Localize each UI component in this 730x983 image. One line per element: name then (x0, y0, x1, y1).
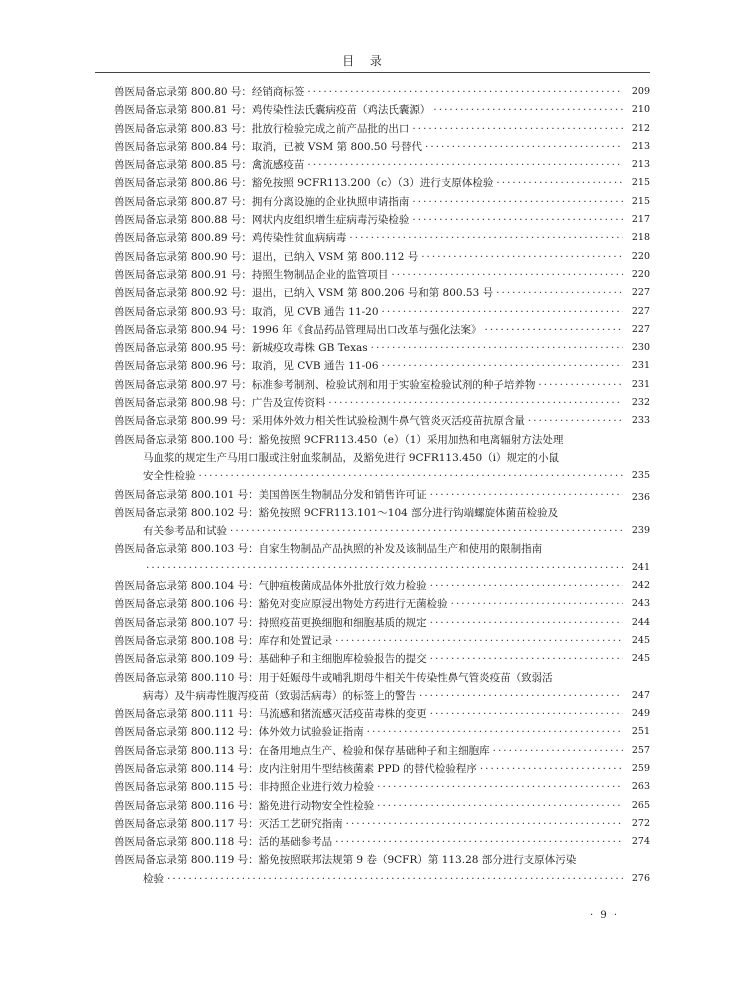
toc-entry-page: 220 (631, 268, 650, 280)
toc-entry-title: 兽医局备忘录第 800.98 号：广告及宣传资料 (114, 397, 326, 410)
toc-entry-title: 兽医局备忘录第 800.118 号：活的基础参考品 (114, 836, 333, 849)
toc-entry-line (114, 229, 650, 247)
dot-leader (421, 248, 623, 266)
toc-entry-title: 兽医局备忘录第 800.92 号：退出，已纳入 VSM 第 800.206 号和第 800.53 号 (114, 287, 494, 300)
toc-entry-page: 232 (631, 397, 650, 409)
toc-entry-page: 220 (631, 250, 650, 262)
toc-entry[interactable] (114, 760, 650, 778)
toc-entry[interactable] (114, 101, 650, 119)
toc-entry-title: 兽医局备忘录第 800.93 号：取消，见 CVB 通告 11-20 (114, 305, 379, 318)
toc-entry-line (114, 742, 650, 760)
toc-entry-page: 257 (631, 744, 650, 756)
dot-leader (484, 321, 623, 339)
toc-entry-page: 247 (631, 689, 650, 701)
toc-entry[interactable] (114, 229, 650, 247)
toc-entry-page: 245 (631, 634, 650, 646)
toc-entry-line (114, 101, 650, 119)
toc-entry-page: 245 (631, 653, 650, 665)
toc-entry-page: 265 (631, 799, 650, 811)
toc-entry[interactable] (114, 431, 650, 486)
toc-entry[interactable] (114, 723, 650, 741)
toc-entry-line (114, 851, 650, 869)
toc-entry-line (114, 540, 650, 558)
dot-leader (367, 723, 623, 741)
toc-entry-title: 兽医局备忘录第 800.96 号：取消，见 CVB 通告 11-06 (114, 360, 379, 373)
toc-entry[interactable] (114, 742, 650, 760)
toc-entry-title: 兽医局备忘录第 800.103 号：自家生物制品产品执照的补发及该制品生产和使用的限制指南 (114, 543, 543, 556)
dot-leader (425, 138, 623, 156)
toc-entry-line (114, 120, 650, 138)
toc-entry-title: 兽医局备忘录第 800.81 号：鸡传染性法氏囊病疫苗（鸡法氏囊源） (114, 104, 431, 117)
toc-entry-line (114, 522, 650, 540)
dot-leader (419, 687, 623, 705)
dot-leader (335, 833, 623, 851)
toc-entry-page: 263 (631, 781, 650, 793)
toc-entry-title: 兽医局备忘录第 800.109 号：基础种子和主细胞库检验报告的提交 (114, 653, 427, 666)
toc-entry-page: 259 (631, 762, 650, 774)
toc-entry-line (114, 339, 650, 357)
toc-entry-page: 233 (631, 415, 650, 427)
toc-entry-page: 243 (631, 598, 650, 610)
toc-entry-page: 218 (631, 232, 650, 244)
dot-leader (430, 614, 623, 632)
toc-entry-line (114, 376, 650, 394)
toc-entry-title: 兽医局备忘录第 800.106 号：豁免对变应原浸出物处方药进行无菌检验 (114, 598, 448, 611)
dot-leader (199, 467, 624, 485)
toc-entry-page: 227 (631, 305, 650, 317)
toc-entry-line (114, 449, 650, 467)
toc-entry-title: 兽医局备忘录第 800.111 号：马流感和猪流感灭活疫苗毒株的变更 (114, 708, 427, 721)
toc-entry[interactable] (114, 266, 650, 284)
toc-entry-line (114, 357, 650, 375)
toc-entry-page: 213 (631, 159, 650, 171)
toc-entry-title: 兽医局备忘录第 800.90 号：退出，已纳入 VSM 第 800.112 号 (114, 250, 419, 263)
toc-entry[interactable] (114, 669, 650, 706)
toc-entry-page: 276 (631, 872, 650, 884)
toc-entry[interactable] (114, 357, 650, 375)
toc-entry-title: 兽医局备忘录第 800.94 号：1996 年《食品药品管理局出口改革与强化法案》 (114, 323, 482, 336)
toc-entry[interactable] (114, 376, 650, 394)
toc-entry-page: 241 (631, 561, 650, 573)
toc-entry-title: 兽医局备忘录第 800.119 号：豁免按照联邦法规第 9 卷（9CFR）第 113.28 部分进行支原体污染 (114, 854, 577, 867)
toc-entry-title: 兽医局备忘录第 800.108 号：库存和处置记录 (114, 634, 333, 647)
toc-entry-line (114, 687, 650, 705)
toc-entry[interactable] (114, 632, 650, 650)
toc-entry-line (114, 303, 650, 321)
toc-entry-title: 兽医局备忘录第 800.116 号：豁免进行动物安全性检验 (114, 799, 375, 812)
toc-entry-title: 兽医局备忘录第 800.110 号：用于妊娠母牛或哺乳期母牛相关牛传染性鼻气管炎疫苗（致弱活 (114, 671, 553, 684)
toc-entry-title: 病毒）及牛病毒性腹泻疫苗（致弱活病毒）的标签上的警告 (143, 689, 416, 702)
toc-entry-line (114, 156, 650, 174)
toc-entry-line (114, 486, 650, 504)
toc-entry-line (114, 248, 650, 266)
dot-leader (412, 120, 623, 138)
toc-entry-title: 兽医局备忘录第 800.87 号：拥有分离设施的企业执照申请指南 (114, 195, 410, 208)
dot-leader (430, 577, 623, 595)
toc-entry[interactable] (114, 504, 650, 541)
toc-entry-title: 兽医局备忘录第 800.99 号：采用体外效力相关性试验检测牛鼻气管炎灭活疫苗抗原含量 (114, 415, 525, 428)
toc-entry-line (114, 705, 650, 723)
toc-entry-line (114, 412, 650, 430)
toc-entry-title: 马血浆的规定生产马用口服或注射血浆制品，及豁免进行 9CFR113.450（ⅰ）规定的小鼠 (143, 451, 560, 464)
toc-entry[interactable] (114, 211, 650, 229)
toc-entry-page: 231 (631, 360, 650, 372)
toc-entry-page: 209 (631, 86, 650, 97)
dot-leader (167, 870, 623, 888)
toc-entry-title: 有关参考品和试验 (143, 525, 227, 538)
dot-leader (377, 778, 623, 796)
toc-entry-line (114, 504, 650, 522)
toc-entry[interactable] (114, 303, 650, 321)
dot-leader (496, 174, 623, 192)
toc-entry-title: 兽医局备忘录第 800.115 号：非持照企业进行效力检验 (114, 781, 375, 794)
dot-leader (346, 815, 623, 833)
toc-entry-line (114, 669, 650, 687)
toc-entry-line (114, 174, 650, 192)
toc-entry[interactable] (114, 339, 650, 357)
toc-entry-title: 检验 (143, 872, 164, 885)
toc-entry-line (114, 577, 650, 595)
toc-entry-line (114, 321, 650, 339)
toc-entry[interactable] (114, 851, 650, 888)
dot-leader (307, 156, 623, 174)
toc-entry-title: 兽医局备忘录第 800.91 号：持照生物制品企业的监管项目 (114, 268, 389, 281)
dot-leader (382, 357, 623, 375)
toc-entry-title: 兽医局备忘录第 800.88 号：网状内皮组织增生症病毒污染检验 (114, 214, 410, 227)
toc-entry-title: 兽医局备忘录第 800.100 号：豁免按照 9CFR113.450（e）（1）采用加热和电离辐射方法处理 (114, 433, 564, 446)
toc-entry-line (114, 595, 650, 613)
toc-entry[interactable] (114, 595, 650, 613)
toc-entry-page: 274 (631, 836, 650, 848)
toc-entry[interactable] (114, 577, 650, 595)
toc-entry-line (114, 138, 650, 156)
dot-leader (480, 760, 623, 778)
dot-leader (430, 705, 623, 723)
toc-entry[interactable] (114, 797, 650, 815)
dot-leader (377, 797, 623, 815)
toc-entry-line (114, 815, 650, 833)
dot-leader (430, 486, 623, 504)
toc-entry-line (114, 650, 650, 668)
dot-leader (433, 101, 623, 119)
toc-entry-page: 213 (631, 140, 650, 152)
toc-entry[interactable] (114, 486, 650, 504)
toc-entry[interactable] (114, 120, 650, 138)
dot-leader (335, 632, 623, 650)
toc-entry[interactable] (114, 193, 650, 211)
toc-entry[interactable] (114, 83, 650, 101)
toc-entry[interactable] (114, 778, 650, 796)
toc-entry-title: 兽医局备忘录第 800.101 号：美国兽医生物制品分发和销售许可证 (114, 488, 427, 501)
toc-entry-line (114, 431, 650, 449)
toc-entry[interactable] (114, 138, 650, 156)
toc-entry-title: 兽医局备忘录第 800.114 号：皮内注射用牛型结核菌素 PPD 的替代检验程序 (114, 762, 477, 775)
toc-entry-page: 215 (631, 195, 650, 207)
toc-entry-line (114, 632, 650, 650)
toc-entry[interactable] (114, 540, 650, 577)
dot-leader (349, 229, 623, 247)
toc-entry-page: 230 (631, 342, 650, 354)
toc-entry-line (114, 760, 650, 778)
toc-entry[interactable] (114, 394, 650, 412)
toc-entry-page: 212 (631, 122, 650, 134)
dot-leader (538, 376, 623, 394)
toc-entry[interactable] (114, 705, 650, 723)
toc-entry-title: 兽医局备忘录第 800.85 号：禽流感疫苗 (114, 159, 305, 172)
toc-entry-page: 227 (631, 323, 650, 335)
dot-leader (382, 303, 623, 321)
dot-leader (451, 595, 623, 613)
toc-entry-line (114, 394, 650, 412)
toc-entry-page: 210 (631, 104, 650, 116)
header-divider (95, 72, 650, 73)
toc-entry-page: 227 (631, 287, 650, 299)
toc-entry-page: 215 (631, 177, 650, 189)
toc-entry-title: 兽医局备忘录第 800.83 号：批放行检验完成之前产品批的出口 (114, 122, 410, 135)
dot-leader (328, 394, 623, 412)
toc-entry-title: 安全性检验 (143, 470, 196, 483)
toc-entry[interactable] (114, 650, 650, 668)
toc-entry-title: 兽医局备忘录第 800.97 号：标准参考制剂、检验试剂和用于实验室检验试剂的种子培养物 (114, 378, 536, 391)
toc-entry-page: 251 (631, 726, 650, 738)
dot-leader (391, 266, 623, 284)
toc-entry-title: 兽医局备忘录第 800.107 号：持照疫苗更换细胞和细胞基质的规定 (114, 616, 427, 629)
toc-entry-title: 兽医局备忘录第 800.117 号：灭活工艺研究指南 (114, 817, 343, 830)
dot-leader (496, 284, 623, 302)
toc-entry-title: 兽医局备忘录第 800.95 号：新城疫攻毒株 GB Texas (114, 342, 368, 355)
toc-entry[interactable] (114, 833, 650, 851)
dot-leader (307, 83, 623, 101)
toc-entry[interactable] (114, 156, 650, 174)
toc-entry-line (114, 284, 650, 302)
toc-entry-line (114, 833, 650, 851)
dot-leader (230, 522, 623, 540)
toc-entry[interactable] (114, 321, 650, 339)
page-number: · 9 · (590, 910, 620, 921)
toc-entry-title: 兽医局备忘录第 800.80 号：经销商标签 (114, 86, 305, 98)
toc-entry[interactable] (114, 614, 650, 632)
toc-entry-title: 兽医局备忘录第 800.84 号：取消，已被 VSM 第 800.50 号替代 (114, 140, 423, 153)
toc-entry-line (114, 211, 650, 229)
dot-leader (528, 412, 623, 430)
toc-entry[interactable] (114, 412, 650, 430)
toc-entry-title: 兽医局备忘录第 800.89 号：鸡传染性贫血病病毒 (114, 232, 347, 245)
dot-leader (412, 211, 623, 229)
toc-entry[interactable] (114, 284, 650, 302)
toc-entry-page: 249 (631, 708, 650, 720)
toc-entry-title: 兽医局备忘录第 800.112 号：体外效力试验验证指南 (114, 726, 364, 739)
dot-leader (146, 559, 623, 577)
toc-entry-page: 236 (631, 491, 650, 503)
toc-entry-line (114, 559, 650, 577)
toc-entry-title: 兽医局备忘录第 800.113 号：在备用地点生产、检验和保存基础种子和主细胞库 (114, 744, 490, 757)
toc-entry-line (114, 266, 650, 284)
toc-entry-line (114, 870, 650, 888)
dot-leader (493, 742, 623, 760)
dot-leader (371, 339, 623, 357)
toc-entry-title: 兽医局备忘录第 800.102 号：豁免按照 9CFR113.101～104 部分进行钩端螺旋体菌苗检验及 (114, 506, 559, 519)
dot-leader (412, 193, 623, 211)
toc-entry-line (114, 614, 650, 632)
table-of-contents (114, 83, 650, 888)
toc-entry-page: 231 (631, 378, 650, 390)
toc-entry-line (114, 723, 650, 741)
toc-entry[interactable] (114, 174, 650, 192)
toc-entry-title: 兽医局备忘录第 800.104 号：气肿疽梭菌成品体外批放行效力检验 (114, 580, 427, 593)
toc-entry-title: 兽医局备忘录第 800.86 号：豁免按照 9CFR113.200（c）（3）进行支原体检验 (114, 177, 494, 190)
dot-leader (430, 650, 623, 668)
toc-entry[interactable] (114, 815, 650, 833)
toc-entry-page: 244 (631, 616, 650, 628)
toc-entry-page: 217 (631, 214, 650, 226)
toc-entry-page: 239 (631, 525, 650, 537)
toc-entry[interactable] (114, 248, 650, 266)
page-title: 目 录 (342, 54, 388, 68)
toc-entry-line (114, 193, 650, 211)
toc-entry-page: 272 (631, 817, 650, 829)
toc-entry-line (114, 467, 650, 485)
toc-entry-line (114, 778, 650, 796)
toc-entry-page: 235 (631, 470, 650, 482)
toc-entry-page: 242 (631, 580, 650, 592)
toc-entry-line (114, 83, 650, 101)
toc-entry-line (114, 797, 650, 815)
